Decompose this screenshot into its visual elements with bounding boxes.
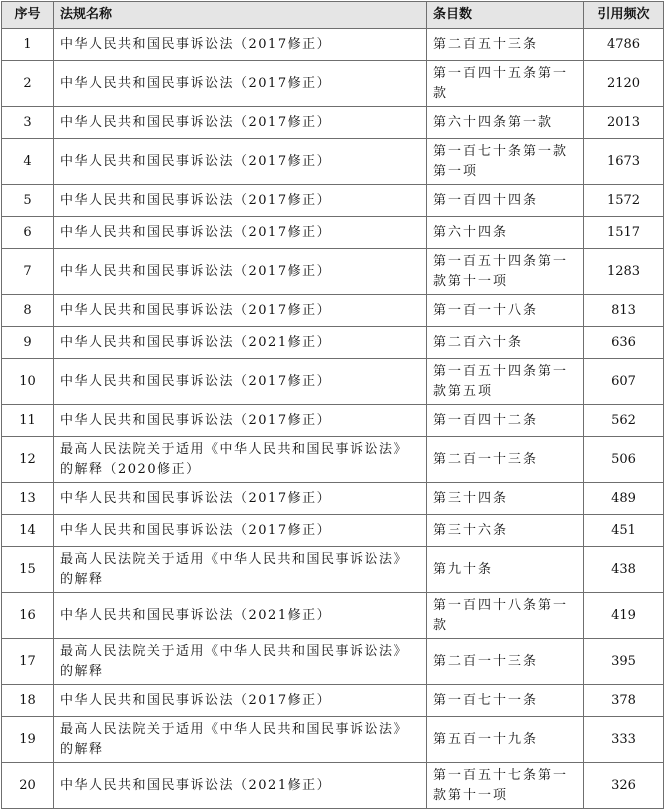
cell-frequency: 506 [584,437,664,483]
cell-frequency: 438 [584,547,664,593]
cell-frequency: 1673 [584,139,664,185]
cell-name: 中华人民共和国民事诉讼法（2017修正） [54,139,427,185]
table-row [2,139,664,185]
cell-name: 中华人民共和国民事诉讼法（2017修正） [54,483,427,515]
cell-name: 中华人民共和国民事诉讼法（2017修正） [54,685,427,717]
cell-frequency: 1283 [584,249,664,295]
cell-article: 第六十四条第一款 [427,107,584,139]
cell-frequency: 4786 [584,29,664,61]
cell-frequency: 2120 [584,61,664,107]
cell-frequency: 607 [584,359,664,405]
table-header [2,2,664,29]
cell-index: 14 [2,515,54,547]
table-body [2,29,664,809]
cell-frequency: 562 [584,405,664,437]
cell-frequency: 326 [584,763,664,809]
cell-index: 2 [2,61,54,107]
cell-frequency: 1572 [584,185,664,217]
cell-name: 中华人民共和国民事诉讼法（2017修正） [54,359,427,405]
table-row [2,437,664,483]
cell-name: 中华人民共和国民事诉讼法（2017修正） [54,295,427,327]
cell-article: 第五百一十九条 [427,717,584,763]
table-row [2,685,664,717]
cell-index: 4 [2,139,54,185]
cell-index: 8 [2,295,54,327]
cell-frequency: 395 [584,639,664,685]
cell-name: 中华人民共和国民事诉讼法（2017修正） [54,515,427,547]
cell-name: 中华人民共和国民事诉讼法（2017修正） [54,61,427,107]
cell-name: 最高人民法院关于适用《中华人民共和国民事诉讼法》的解释（2020修正） [54,437,427,483]
cell-article: 第一百四十八条第一款 [427,593,584,639]
cell-article: 第一百七十一条 [427,685,584,717]
table-row [2,185,664,217]
cell-article: 第一百四十五条第一款 [427,61,584,107]
cell-article: 第一百五十四条第一款第五项 [427,359,584,405]
cell-index: 13 [2,483,54,515]
cell-frequency: 489 [584,483,664,515]
cell-article: 第一百五十七条第一款第十一项 [427,763,584,809]
cell-frequency: 813 [584,295,664,327]
header-index: 序号 [2,2,54,29]
cell-index: 12 [2,437,54,483]
cell-article: 第一百四十四条 [427,185,584,217]
cell-article: 第九十条 [427,547,584,593]
cell-article: 第一百七十条第一款第一项 [427,139,584,185]
cell-index: 19 [2,717,54,763]
cell-index: 9 [2,327,54,359]
header-name: 法规名称 [54,2,427,29]
cell-article: 第三十六条 [427,515,584,547]
cell-index: 17 [2,639,54,685]
cell-index: 7 [2,249,54,295]
cell-name: 最高人民法院关于适用《中华人民共和国民事诉讼法》的解释 [54,717,427,763]
cell-name: 中华人民共和国民事诉讼法（2017修正） [54,405,427,437]
cell-article: 第一百五十四条第一款第十一项 [427,249,584,295]
cell-article: 第二百五十三条 [427,29,584,61]
cell-frequency: 636 [584,327,664,359]
cell-article: 第一百四十二条 [427,405,584,437]
cell-index: 16 [2,593,54,639]
cell-article: 第二百一十三条 [427,437,584,483]
table-row [2,359,664,405]
cell-index: 20 [2,763,54,809]
cell-index: 6 [2,217,54,249]
cell-index: 18 [2,685,54,717]
cell-name: 中华人民共和国民事诉讼法（2017修正） [54,29,427,61]
cell-name: 最高人民法院关于适用《中华人民共和国民事诉讼法》的解释 [54,547,427,593]
cell-frequency: 451 [584,515,664,547]
cell-name: 中华人民共和国民事诉讼法（2021修正） [54,327,427,359]
cell-frequency: 333 [584,717,664,763]
cell-name: 最高人民法院关于适用《中华人民共和国民事诉讼法》的解释 [54,639,427,685]
cell-name: 中华人民共和国民事诉讼法（2021修正） [54,763,427,809]
cell-frequency: 1517 [584,217,664,249]
table-row [2,327,664,359]
table-row [2,717,664,763]
table-row [2,249,664,295]
cell-frequency: 419 [584,593,664,639]
table-row [2,405,664,437]
cell-index: 1 [2,29,54,61]
table-row [2,639,664,685]
cell-frequency: 378 [584,685,664,717]
cell-name: 中华人民共和国民事诉讼法（2017修正） [54,185,427,217]
header-frequency: 引用频次 [584,2,664,29]
cell-name: 中华人民共和国民事诉讼法（2017修正） [54,107,427,139]
cell-article: 第一百一十八条 [427,295,584,327]
table-row [2,107,664,139]
table-row [2,295,664,327]
table-row [2,61,664,107]
cell-name: 中华人民共和国民事诉讼法（2021修正） [54,593,427,639]
table-row [2,763,664,809]
cell-article: 第二百六十条 [427,327,584,359]
regulation-citation-table [1,1,664,809]
table-row [2,547,664,593]
cell-index: 15 [2,547,54,593]
table-row [2,515,664,547]
table-row [2,29,664,61]
cell-name: 中华人民共和国民事诉讼法（2017修正） [54,249,427,295]
cell-frequency: 2013 [584,107,664,139]
table-row [2,483,664,515]
cell-index: 10 [2,359,54,405]
cell-name: 中华人民共和国民事诉讼法（2017修正） [54,217,427,249]
header-article: 条目数 [427,2,584,29]
cell-article: 第三十四条 [427,483,584,515]
cell-article: 第二百一十三条 [427,639,584,685]
table-row [2,217,664,249]
cell-index: 3 [2,107,54,139]
cell-index: 11 [2,405,54,437]
table-row [2,593,664,639]
cell-article: 第六十四条 [427,217,584,249]
cell-index: 5 [2,185,54,217]
header-row [2,2,664,29]
